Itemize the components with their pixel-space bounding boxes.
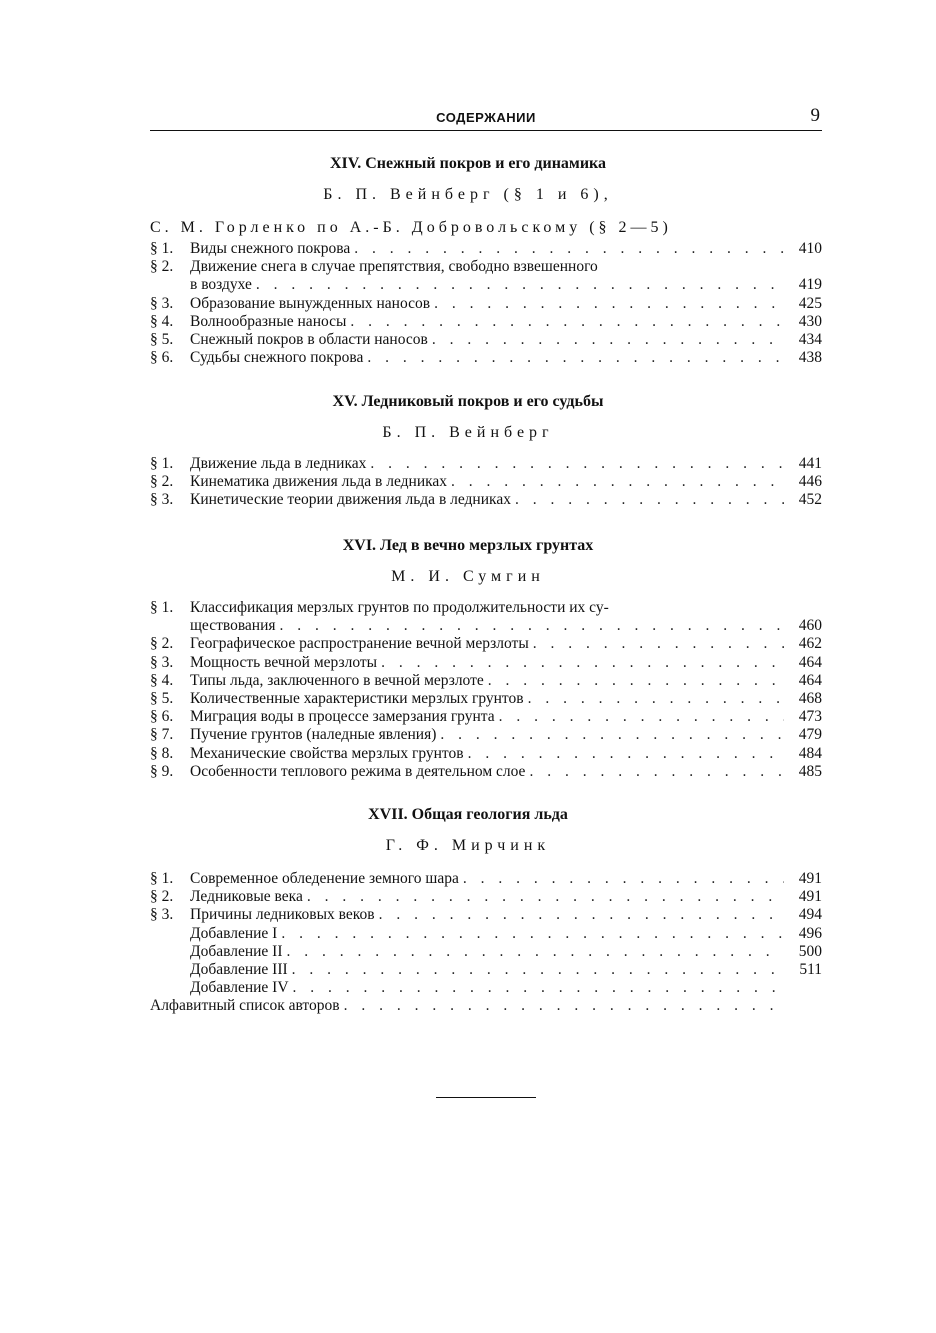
chapter-title-xvi: XVI. Лед в вечно мерзлых грунтах [342, 537, 594, 554]
entry-title: Кинетические теории движения льда в ледниках [190, 491, 511, 509]
entry-page: 473 [798, 708, 822, 726]
entry-title: Виды снежного покрова [190, 240, 351, 257]
entry-title-continued: в воздухе [190, 276, 252, 294]
section-number: § 4. [150, 671, 174, 689]
leader-dots [344, 997, 784, 1015]
section-number: § 2. [150, 258, 174, 276]
section-number: § 8. [150, 744, 174, 762]
entry-page: 430 [798, 312, 822, 330]
leader-dots [370, 455, 784, 473]
toc-appendix[interactable] [150, 961, 822, 979]
toc-appendix[interactable] [150, 943, 822, 961]
entry-page: 438 [798, 349, 822, 367]
leader-dots [281, 925, 784, 943]
entry-title: Кинематика движения льда в ледниках [190, 473, 448, 491]
entry-page: 479 [798, 726, 822, 744]
toc-entry[interactable] [150, 654, 822, 672]
leader-dots [379, 906, 784, 924]
entry-page: 485 [798, 762, 822, 780]
entry-title: Количественные характеристики мерзлых грунтов [190, 689, 524, 707]
leader-dots [533, 635, 784, 653]
entry-title: Мощность вечной мерзлоты [190, 653, 378, 671]
leader-dots [528, 690, 784, 708]
appendix-title: Добавление I [190, 924, 278, 942]
entry-title: Образование вынужденных наносов [190, 294, 431, 312]
section-number: § 6. [150, 708, 174, 726]
toc-entry[interactable] [150, 295, 822, 313]
leader-dots [350, 313, 784, 331]
entry-title: Механические свойства мерзлых грунтов [190, 744, 464, 762]
section-number: § 7. [150, 726, 174, 744]
entry-title: Движение снега в случае препятствия, свободно взвешенного [190, 258, 598, 276]
entry-title: Волнообразные наносы [190, 312, 347, 330]
leader-dots [515, 491, 784, 509]
entry-title-continued: ществования [190, 617, 276, 635]
leader-dots [354, 240, 784, 258]
toc-entry[interactable] [150, 313, 822, 331]
chapter-author-xiv-1: Б. П. Вейнберг (§ 1 и 6), [323, 186, 613, 203]
chapter-author-xv: Б. П. Вейнберг [382, 424, 554, 441]
section-number: § 2. [150, 473, 174, 491]
entry-title: Особенности теплового режима в деятельном слое [190, 762, 526, 780]
appendix-title: Добавление IV [190, 979, 289, 997]
leader-dots [468, 745, 784, 763]
section-number: § 1. [150, 455, 174, 472]
toc-list-xiv [150, 240, 822, 367]
chapter-title-xvii: XVII. Общая геология льда [368, 806, 568, 823]
chapter-title-xiv: XIV. Снежный покров и его динамика [329, 155, 607, 172]
toc-appendix[interactable] [150, 925, 822, 943]
entry-title: Движение льда в ледниках [190, 455, 367, 472]
entry-page: 446 [798, 473, 822, 491]
entry-page: 464 [798, 653, 822, 671]
leader-dots [432, 331, 784, 349]
leader-dots [280, 617, 784, 635]
entry-page: 410 [798, 240, 822, 257]
entry-page: 462 [798, 635, 822, 653]
section-number: § 2. [150, 888, 174, 906]
leader-dots [463, 870, 784, 888]
leader-dots [440, 726, 784, 744]
page-number: 9 [810, 105, 820, 126]
leader-dots [256, 276, 784, 294]
toc-entry[interactable] [150, 763, 822, 781]
toc-entry[interactable] [150, 349, 822, 367]
toc-entry[interactable] [150, 870, 822, 888]
toc-entry[interactable] [150, 258, 822, 294]
entry-page: 468 [798, 689, 822, 707]
entry-page: 434 [798, 330, 822, 348]
toc-entry[interactable] [150, 672, 822, 690]
entry-title: Типы льда, заключенного в вечной мерзлоте [190, 671, 484, 689]
appendix-page: 500 [798, 942, 822, 960]
toc-appendix[interactable] [150, 979, 822, 997]
entry-title: Причины ледниковых веков [190, 906, 375, 924]
toc-entry[interactable] [150, 745, 822, 763]
toc-entry[interactable] [150, 906, 822, 924]
toc-entry[interactable] [150, 491, 822, 509]
entry-page: 425 [798, 294, 822, 312]
appendix-title: Добавление III [190, 960, 288, 978]
leader-dots [292, 961, 784, 979]
entry-title: Снежный покров в области наносов [190, 330, 428, 348]
entry-page: 419 [798, 276, 822, 294]
toc-entry[interactable] [150, 726, 822, 744]
section-number: § 5. [150, 330, 174, 348]
leader-dots [287, 943, 785, 961]
entry-page: 494 [798, 906, 822, 924]
section-number: § 3. [150, 491, 174, 509]
section-number: § 9. [150, 762, 174, 780]
leader-dots [307, 888, 784, 906]
toc-entry[interactable] [150, 599, 822, 635]
entry-title: Географическое распространение вечной мерзлоты [190, 635, 529, 653]
section-number: § 2. [150, 635, 174, 653]
toc-index[interactable] [150, 997, 822, 1015]
section-number: § 6. [150, 349, 174, 367]
chapter-author-xvii: Г. Ф. Мирчинк [385, 837, 551, 854]
toc-list-xvi [150, 599, 822, 781]
appendix-page: 496 [798, 924, 822, 942]
section-number: § 3. [150, 294, 174, 312]
entry-page: 484 [798, 744, 822, 762]
leader-dots [488, 672, 784, 690]
entry-title: Пучение грунтов (наледные явления) [190, 726, 437, 744]
leader-dots [451, 473, 784, 491]
entry-title: Современное обледенение земного шара [190, 870, 459, 887]
running-title: СОДЕРЖАНИИ [436, 110, 536, 125]
index-title: Алфавитный список авторов [150, 997, 340, 1015]
toc-entry[interactable] [150, 635, 822, 653]
section-number: § 1. [150, 599, 174, 616]
entry-page: 452 [798, 491, 822, 509]
toc-entry[interactable] [150, 690, 822, 708]
section-number: § 1. [150, 240, 174, 257]
section-number: § 5. [150, 689, 174, 707]
leader-dots [293, 979, 784, 997]
toc-entry[interactable] [150, 455, 822, 473]
section-number: § 1. [150, 870, 174, 887]
toc-entry[interactable] [150, 331, 822, 349]
entry-page: 464 [798, 671, 822, 689]
toc-list-xv [150, 455, 822, 510]
appendix-page: 511 [799, 960, 822, 978]
entry-title: Ледниковые века [190, 888, 303, 906]
end-rule [436, 1097, 536, 1098]
chapter-author-xvi: М. И. Сумгин [391, 568, 545, 585]
entry-page: 491 [798, 888, 822, 906]
leader-dots [381, 654, 784, 672]
toc-entry[interactable] [150, 708, 822, 726]
section-number: § 3. [150, 906, 174, 924]
chapter-title-xv: XV. Ледниковый покров и его судьбы [332, 393, 604, 410]
toc-list-xvii [150, 870, 822, 1016]
leader-dots [499, 708, 784, 726]
toc-entry[interactable] [150, 888, 822, 906]
running-head [150, 105, 822, 131]
entry-page: 441 [798, 455, 822, 472]
section-number: § 4. [150, 312, 174, 330]
chapter-author-xiv-2: С. М. Горленко по А.-Б. Добровольскому (§ 2—5) [150, 219, 672, 236]
leader-dots [434, 295, 784, 313]
entry-page: 491 [798, 870, 822, 887]
leader-dots [367, 349, 784, 367]
entry-title: Классификация мерзлых грунтов по продолжительности их су- [190, 599, 609, 616]
appendix-title: Добавление II [190, 942, 283, 960]
entry-page: 460 [798, 617, 822, 635]
entry-title: Миграция воды в процессе замерзания грунта [190, 708, 495, 726]
entry-title: Судьбы снежного покрова [190, 349, 364, 367]
leader-dots [529, 763, 784, 781]
toc-entry[interactable] [150, 240, 822, 258]
section-number: § 3. [150, 653, 174, 671]
toc-entry[interactable] [150, 473, 822, 491]
